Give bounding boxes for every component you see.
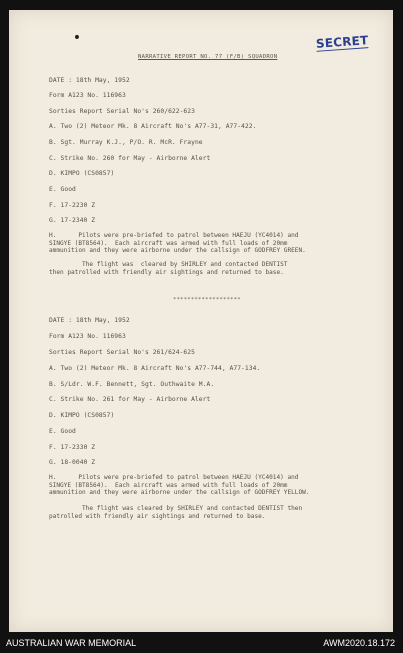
report2-item-g: G. 18-0040 Z [49,459,96,466]
report1-item-d: D. KIMPO (CS0857) [49,170,115,177]
report2-sorties: Sorties Report Serial No's 261/624-625 [49,349,195,356]
report-title: NARRATIVE REPORT NO. 77 (F/B) SQUADRON [138,54,278,60]
report2-item-f: F. 17-2330 Z [49,444,96,451]
report1-item-f: F. 17-2230 Z [49,202,96,209]
report2-item-e: E. Good [49,428,76,435]
report1-narrative: H. Pilots were pre-briefed to patrol between HAEJU (YC4014) and SINGYE (BT8564). Each aircraft was armed with full loads of 20mm ammunition and they were airborne under the callsign of GODFREY GREEN. [49,232,306,255]
report2-narrative: H. Pilots were pre-briefed to patrol between HAEJU (YC4014) and SINGYE (BT8564). Each aircraft was armed with full loads of 20mm ammunition and they were airborne under the callsign of GODFREY YELLOW. [49,474,310,497]
report2-form: Form A123 No. 116963 [49,333,126,340]
report1-form: Form A123 No. 116963 [49,92,126,99]
report1-item-b: B. Sgt. Murray K.J., P/O. R. McR. Frayne [49,139,203,146]
footer-institution: AUSTRALIAN WAR MEMORIAL [6,638,137,648]
report2-narrative-cont: The flight was cleared by SHIRLEY and contacted DENTIST then patrolled with friendly air sightings and returned to base. [49,505,303,520]
pin-icon: • [72,30,82,46]
section-divider: ******************* [173,297,241,303]
report2-date: DATE : 18th May, 1952 [49,317,130,324]
secret-stamp: SECRET [315,33,369,51]
report1-item-a: A. Two (2) Meteor Mk. 8 Aircraft No's A77-31, A77-422. [49,123,257,130]
report2-item-b: B. S/Ldr. W.F. Bennett, Sgt. Outhwaite M.A. [49,381,215,388]
report2-item-c: C. Strike No. 261 for May - Airborne Alert [49,396,211,403]
footer-bar [0,632,403,653]
report1-item-c: C. Strike No. 260 for May - Airborne Alert [49,155,211,162]
report1-date: DATE : 18th May, 1952 [49,77,130,84]
report1-narrative-cont: The flight was cleared by SHIRLEY and contacted DENTIST then patrolled with friendly air sightings and returned to base. [49,261,288,276]
report1-item-g: G. 17-2340 Z [49,217,96,224]
report1-sorties: Sorties Report Serial No's 260/622-623 [49,108,195,115]
report2-item-d: D. KIMPO (CS0857) [49,412,115,419]
report2-item-a: A. Two (2) Meteor Mk. 8 Aircraft No's A77-744, A77-134. [49,365,261,372]
report1-item-e: E. Good [49,186,76,193]
document-page [9,10,393,632]
footer-accession-number: AWM2020.18.172 [323,638,395,648]
